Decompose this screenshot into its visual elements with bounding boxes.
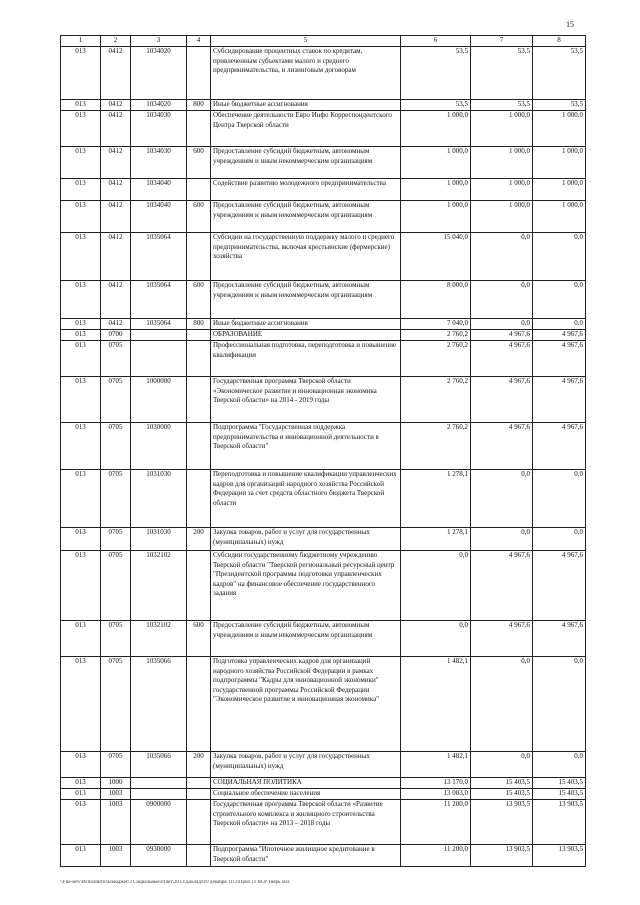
cell-expense-type: 800 (187, 319, 211, 330)
cell-description: Подпрограмма "Ипотечное жилищное кредитование в Тверской области" (211, 845, 401, 867)
cell-section-code: 0705 (101, 377, 131, 423)
cell-amount-year3: 0,0 (533, 319, 586, 330)
cell-target-article: 1034020 (131, 47, 187, 100)
table-row (61, 470, 586, 528)
cell-amount-year2: 4 967,6 (471, 341, 533, 377)
cell-amount-year2: 4 967,6 (471, 377, 533, 423)
cell-expense-type: 600 (187, 147, 211, 179)
column-header: 8 (533, 36, 586, 47)
cell-amount-year2: 0,0 (471, 319, 533, 330)
cell-section-code: 1003 (101, 845, 131, 867)
table-row (61, 319, 586, 330)
cell-amount-year1: 15 040,0 (401, 233, 471, 281)
cell-admin-code: 013 (61, 778, 101, 789)
cell-description: Иные бюджетные ассигнования (211, 100, 401, 111)
cell-expense-type: 600 (187, 201, 211, 233)
cell-amount-year3: 4 967,6 (533, 341, 586, 377)
cell-target-article: 1035066 (131, 752, 187, 778)
cell-amount-year3: 4 967,6 (533, 551, 586, 621)
table-row (61, 47, 586, 100)
cell-amount-year2: 15 403,5 (471, 778, 533, 789)
cell-target-article: 1034020 (131, 100, 187, 111)
cell-admin-code: 013 (61, 621, 101, 657)
cell-admin-code: 013 (61, 201, 101, 233)
cell-target-article: 1035064 (131, 233, 187, 281)
table-row (61, 528, 586, 551)
column-header: 7 (471, 36, 533, 47)
cell-amount-year1: 0,0 (401, 621, 471, 657)
cell-amount-year3: 0,0 (533, 528, 586, 551)
cell-description: Подпрограмма "Государственная поддержка предпринимательства и инновационной деятельности в Тверской области" (211, 423, 401, 470)
table-row (61, 330, 586, 341)
cell-amount-year2: 0,0 (471, 233, 533, 281)
cell-amount-year3: 4 967,6 (533, 423, 586, 470)
cell-admin-code: 013 (61, 47, 101, 100)
cell-amount-year2: 53,5 (471, 100, 533, 111)
cell-amount-year1: 2 760,2 (401, 330, 471, 341)
cell-description: Профессиональная подготовка, переподготовка и повышение квалификации (211, 341, 401, 377)
cell-description: Субсидии на государственную поддержку малого и среднего предпринимательства, включая крестьянские (фермерские) хозяйства (211, 233, 401, 281)
cell-expense-type (187, 778, 211, 789)
cell-amount-year2: 13 903,5 (471, 845, 533, 867)
table-body (61, 47, 586, 867)
cell-amount-year2: 4 967,6 (471, 551, 533, 621)
cell-expense-type: 200 (187, 528, 211, 551)
cell-admin-code: 013 (61, 423, 101, 470)
cell-amount-year3: 0,0 (533, 752, 586, 778)
cell-amount-year1: 8 000,0 (401, 281, 471, 319)
cell-section-code: 0412 (101, 100, 131, 111)
cell-description: Закупка товаров, работ и услуг для государственных (муниципальных) нужд (211, 752, 401, 778)
cell-section-code: 0412 (101, 147, 131, 179)
cell-description: Государственная программа Тверской области «Развитие строительного комплекса и жилищного строительства Тверской области» на 2013 – 2018 годы (211, 800, 401, 845)
cell-amount-year2: 13 903,5 (471, 800, 533, 845)
cell-section-code: 0705 (101, 470, 131, 528)
cell-amount-year3: 0,0 (533, 657, 586, 752)
cell-section-code: 0700 (101, 330, 131, 341)
cell-amount-year3: 13 903,5 (533, 800, 586, 845)
cell-amount-year2: 1 000,0 (471, 201, 533, 233)
cell-section-code: 0412 (101, 47, 131, 100)
page-number: 15 (566, 20, 574, 29)
cell-amount-year1: 1 482,1 (401, 752, 471, 778)
table-header-row (61, 36, 586, 47)
cell-section-code: 0412 (101, 111, 131, 147)
cell-amount-year1: 1 000,0 (401, 179, 471, 201)
cell-amount-year2: 1 000,0 (471, 147, 533, 179)
cell-admin-code: 013 (61, 377, 101, 423)
cell-admin-code: 013 (61, 233, 101, 281)
cell-expense-type (187, 470, 211, 528)
cell-amount-year3: 53,5 (533, 100, 586, 111)
cell-expense-type (187, 657, 211, 752)
cell-amount-year1: 7 040,0 (401, 319, 471, 330)
table-row (61, 551, 586, 621)
cell-section-code: 0705 (101, 752, 131, 778)
cell-amount-year2: 53,5 (471, 47, 533, 100)
column-header: 6 (401, 36, 471, 47)
table-row (61, 281, 586, 319)
column-header: 5 (211, 36, 401, 47)
cell-expense-type (187, 111, 211, 147)
cell-target-article: 1031030 (131, 528, 187, 551)
cell-admin-code: 013 (61, 470, 101, 528)
cell-amount-year2: 0,0 (471, 657, 533, 752)
cell-amount-year1: 0,0 (401, 551, 471, 621)
cell-amount-year2: 4 967,6 (471, 330, 533, 341)
cell-section-code: 0412 (101, 233, 131, 281)
cell-admin-code: 013 (61, 657, 101, 752)
cell-expense-type (187, 233, 211, 281)
cell-target-article (131, 778, 187, 789)
cell-amount-year1: 1 000,0 (401, 111, 471, 147)
cell-target-article: 1034030 (131, 111, 187, 147)
cell-section-code: 0705 (101, 528, 131, 551)
cell-admin-code: 013 (61, 319, 101, 330)
cell-expense-type (187, 377, 211, 423)
cell-target-article: 1034040 (131, 179, 187, 201)
cell-expense-type: 600 (187, 281, 211, 319)
cell-amount-year3: 0,0 (533, 233, 586, 281)
table-row (61, 423, 586, 470)
column-header: 2 (101, 36, 131, 47)
cell-amount-year1: 11 200,0 (401, 800, 471, 845)
cell-amount-year1: 2 760,2 (401, 423, 471, 470)
cell-target-article: 1031030 (131, 470, 187, 528)
table-row (61, 377, 586, 423)
table-row (61, 179, 586, 201)
cell-description: Содействие развитию молодежного предпринимательства (211, 179, 401, 201)
column-header: 1 (61, 36, 101, 47)
cell-expense-type: 800 (187, 100, 211, 111)
table-row (61, 100, 586, 111)
table-row (61, 800, 586, 845)
cell-amount-year3: 15 403,5 (533, 778, 586, 789)
cell-expense-type (187, 179, 211, 201)
table-row (61, 778, 586, 789)
cell-amount-year2: 15 403,5 (471, 789, 533, 800)
cell-section-code: 0705 (101, 551, 131, 621)
cell-amount-year2: 4 967,6 (471, 621, 533, 657)
cell-expense-type: 200 (187, 752, 211, 778)
cell-target-article (131, 341, 187, 377)
cell-amount-year1: 1 482,1 (401, 657, 471, 752)
cell-amount-year2: 0,0 (471, 470, 533, 528)
cell-amount-year3: 0,0 (533, 470, 586, 528)
cell-description: Предоставление субсидий бюджетным, автономным учреждениям и иным некоммерческим организациям (211, 201, 401, 233)
cell-description: Государственная программа Тверской области «Экономическое развитие и инновационная экономика Тверской области» на 2014 - 2019 годы (211, 377, 401, 423)
cell-amount-year1: 53,5 (401, 47, 471, 100)
cell-amount-year3: 1 000,0 (533, 147, 586, 179)
cell-target-article: 1032102 (131, 551, 187, 621)
cell-description: Предоставление субсидий бюджетным, автономным учреждениям и иным некоммерческим организациям (211, 147, 401, 179)
cell-admin-code: 013 (61, 551, 101, 621)
cell-target-article (131, 789, 187, 800)
cell-admin-code: 013 (61, 281, 101, 319)
cell-description: Обеспечение деятельности Евро Инфо Корреспондентского Центра Тверской области (211, 111, 401, 147)
cell-section-code: 1003 (101, 789, 131, 800)
cell-expense-type (187, 341, 211, 377)
column-header: 4 (187, 36, 211, 47)
cell-admin-code: 013 (61, 800, 101, 845)
table-row (61, 341, 586, 377)
cell-amount-year3: 0,0 (533, 281, 586, 319)
cell-description: Субсидирование процентных ставок по кредитам, привлеченным субъектами малого и среднего предпринимательства, и лизинговым договорам (211, 47, 401, 100)
cell-description: Предоставление субсидий бюджетным, автономным учреждениям и иным некоммерческим организациям (211, 621, 401, 657)
cell-description: Закупка товаров, работ и услуг для государственных (муниципальных) нужд (211, 528, 401, 551)
table-row (61, 789, 586, 800)
cell-admin-code: 013 (61, 100, 101, 111)
cell-amount-year2: 0,0 (471, 528, 533, 551)
cell-section-code: 0412 (101, 281, 131, 319)
cell-amount-year2: 1 000,0 (471, 179, 533, 201)
cell-admin-code: 013 (61, 528, 101, 551)
cell-description: Иные бюджетные ассигнования (211, 319, 401, 330)
cell-description: Подготовка управленческих кадров для организаций народного хозяйства Российской Федерации в рамках подпрограммы "Кадры для инновационной экономики" государственной программы Российской Федерации "Экономическое развитие и инновационная экономика" (211, 657, 401, 752)
cell-amount-year2: 0,0 (471, 281, 533, 319)
cell-target-article: 1034040 (131, 201, 187, 233)
cell-target-article: 0900000 (131, 800, 187, 845)
column-header: 3 (131, 36, 187, 47)
cell-admin-code: 013 (61, 179, 101, 201)
cell-amount-year3: 53,5 (533, 47, 586, 100)
cell-amount-year1: 2 760,2 (401, 341, 471, 377)
cell-section-code: 0412 (101, 179, 131, 201)
cell-target-article: 1035066 (131, 657, 187, 752)
table-row (61, 845, 586, 867)
table-row (61, 621, 586, 657)
budget-table (60, 35, 586, 867)
cell-description: Предоставление субсидий бюджетным, автономным учреждениям и иным некоммерческим организациям (211, 281, 401, 319)
cell-expense-type (187, 551, 211, 621)
table-row (61, 147, 586, 179)
cell-amount-year1: 1 278,1 (401, 528, 471, 551)
cell-section-code: 0705 (101, 657, 131, 752)
cell-admin-code: 013 (61, 147, 101, 179)
table-row (61, 201, 586, 233)
cell-amount-year3: 4 967,6 (533, 330, 586, 341)
cell-amount-year1: 2 760,2 (401, 377, 471, 423)
table-row (61, 657, 586, 752)
cell-section-code: 1000 (101, 778, 131, 789)
cell-expense-type (187, 330, 211, 341)
cell-amount-year3: 15 403,5 (533, 789, 586, 800)
cell-amount-year1: 1 000,0 (401, 201, 471, 233)
cell-amount-year3: 4 967,6 (533, 377, 586, 423)
cell-amount-year3: 13 903,5 (533, 845, 586, 867)
cell-admin-code: 013 (61, 752, 101, 778)
cell-target-article: 0930000 (131, 845, 187, 867)
cell-section-code: 0412 (101, 201, 131, 233)
cell-admin-code: 013 (61, 330, 101, 341)
cell-target-article: 1035064 (131, 319, 187, 330)
cell-amount-year1: 1 278,1 (401, 470, 471, 528)
table-row (61, 233, 586, 281)
cell-target-article: 1030000 (131, 423, 187, 470)
cell-admin-code: 013 (61, 789, 101, 800)
cell-description: СОЦИАЛЬНАЯ ПОЛИТИКА (211, 778, 401, 789)
cell-expense-type: 600 (187, 621, 211, 657)
cell-target-article: 1035064 (131, 281, 187, 319)
cell-target-article (131, 330, 187, 341)
cell-amount-year3: 1 000,0 (533, 111, 586, 147)
table-row (61, 111, 586, 147)
cell-section-code: 0705 (101, 341, 131, 377)
cell-amount-year1: 11 200,0 (401, 845, 471, 867)
cell-amount-year3: 1 000,0 (533, 179, 586, 201)
cell-target-article: 1032102 (131, 621, 187, 657)
cell-section-code: 1003 (101, 800, 131, 845)
cell-amount-year2: 1 000,0 (471, 111, 533, 147)
cell-admin-code: 013 (61, 845, 101, 867)
cell-amount-year1: 13 170,0 (401, 778, 471, 789)
table-row (61, 752, 586, 778)
cell-section-code: 0705 (101, 423, 131, 470)
cell-admin-code: 013 (61, 341, 101, 377)
cell-section-code: 0705 (101, 621, 131, 657)
cell-expense-type (187, 789, 211, 800)
cell-target-article: 1000000 (131, 377, 187, 423)
cell-description: Социальное обеспечение населения (211, 789, 401, 800)
cell-expense-type (187, 47, 211, 100)
cell-amount-year3: 1 000,0 (533, 201, 586, 233)
cell-description: ОБРАЗОВАНИЕ (211, 330, 401, 341)
cell-description: Переподготовка и повышение квалификации управленческих кадров для организаций народного хозяйства Российской Федерации за счет средств областного бюджета Тверской области (211, 470, 401, 528)
cell-target-article: 1034030 (131, 147, 187, 179)
cell-expense-type (187, 845, 211, 867)
cell-amount-year1: 53,5 (401, 100, 471, 111)
cell-section-code: 0412 (101, 319, 131, 330)
cell-amount-year1: 1 000,0 (401, 147, 471, 179)
cell-admin-code: 013 (61, 111, 101, 147)
file-path-footer: \\File-serv\Исполнитель\Бюджет\3 Социальные\отчет\2013\Доклад\8\9 декабря 1113\Прил 11 ВСР Тверь.xlsx (60, 880, 290, 885)
cell-amount-year2: 4 967,6 (471, 423, 533, 470)
cell-amount-year3: 4 967,6 (533, 621, 586, 657)
cell-expense-type (187, 423, 211, 470)
cell-amount-year1: 13 003,0 (401, 789, 471, 800)
cell-amount-year2: 0,0 (471, 752, 533, 778)
cell-expense-type (187, 800, 211, 845)
cell-description: Субсидии государственному бюджетному учреждению Тверской области "Тверской региональный ресурсный центр "Президентской программы подготовки управленческих кадров" на финансовое обеспечение государственного задания (211, 551, 401, 621)
